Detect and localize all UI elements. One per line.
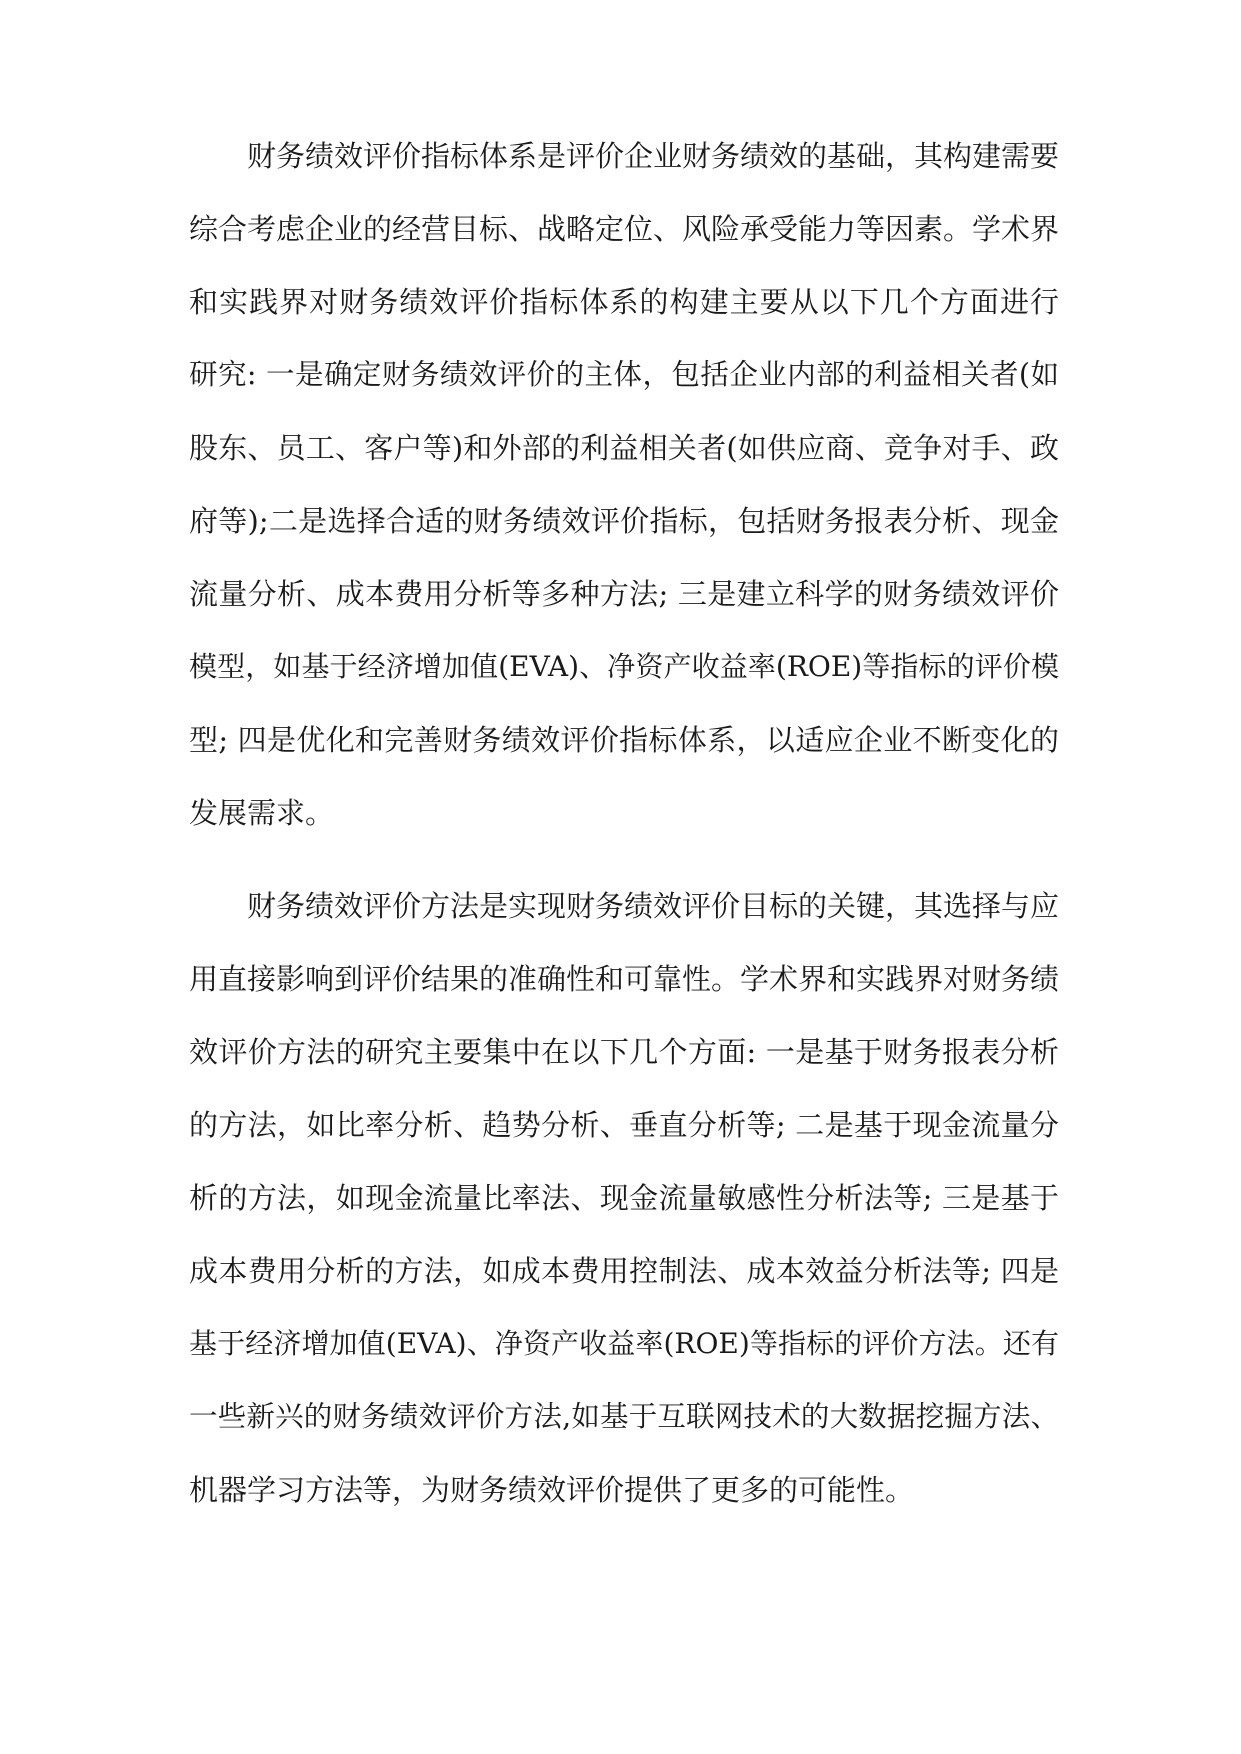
paragraph-line: 流量分析、成本费用分析等多种方法; 三是建立科学的财务绩效评价 <box>189 577 1059 611</box>
paragraph-line: 财务绩效评价指标体系是评价企业财务绩效的基础，其构建需要 <box>247 139 1059 173</box>
paragraph-line: 研究: 一是确定财务绩效评价的主体，包括企业内部的利益相关者(如 <box>189 358 1059 391</box>
paragraph-line: 股东、员工、客户等)和外部的利益相关者(如供应商、竞争对手、政 <box>189 431 1059 465</box>
paragraph-line: 和实践界对财务绩效评价指标体系的构建主要从以下几个方面进行 <box>189 285 1059 319</box>
paragraph-line: 财务绩效评价方法是实现财务绩效评价目标的关键，其选择与应 <box>247 889 1059 923</box>
paragraph-line: 模型，如基于经济增加值(EVA)、净资产收益率(ROE)等指标的评价模 <box>189 650 1059 683</box>
paragraph-line: 用直接影响到评价结果的准确性和可靠性。学术界和实践界对财务绩 <box>189 962 1059 996</box>
paragraph-line: 型; 四是优化和完善财务绩效评价指标体系，以适应企业不断变化的 <box>189 723 1059 757</box>
paragraph-line: 成本费用分析的方法，如成本费用控制法、成本效益分析法等; 四是 <box>189 1254 1059 1288</box>
paragraph-line: 基于经济增加值(EVA)、净资产收益率(ROE)等指标的评价方法。还有 <box>189 1327 1059 1360</box>
paragraph-line: 综合考虑企业的经营目标、战略定位、风险承受能力等因素。学术界 <box>189 212 1059 246</box>
paragraph-line: 一些新兴的财务绩效评价方法,如基于互联网技术的大数据挖掘方法、 <box>189 1400 1059 1433</box>
paragraph-line: 的方法，如比率分析、趋势分析、垂直分析等; 二是基于现金流量分 <box>189 1108 1059 1142</box>
paragraph-line: 机器学习方法等，为财务绩效评价提供了更多的可能性。 <box>189 1473 915 1507</box>
paragraph-line: 府等);二是选择合适的财务绩效评价指标，包括财务报表分析、现金 <box>189 504 1059 538</box>
paragraph-line: 发展需求。 <box>189 796 335 830</box>
paragraph-line: 效评价方法的研究主要集中在以下几个方面: 一是基于财务报表分析 <box>189 1035 1059 1069</box>
paragraph-line: 析的方法，如现金流量比率法、现金流量敏感性分析法等; 三是基于 <box>189 1181 1059 1215</box>
